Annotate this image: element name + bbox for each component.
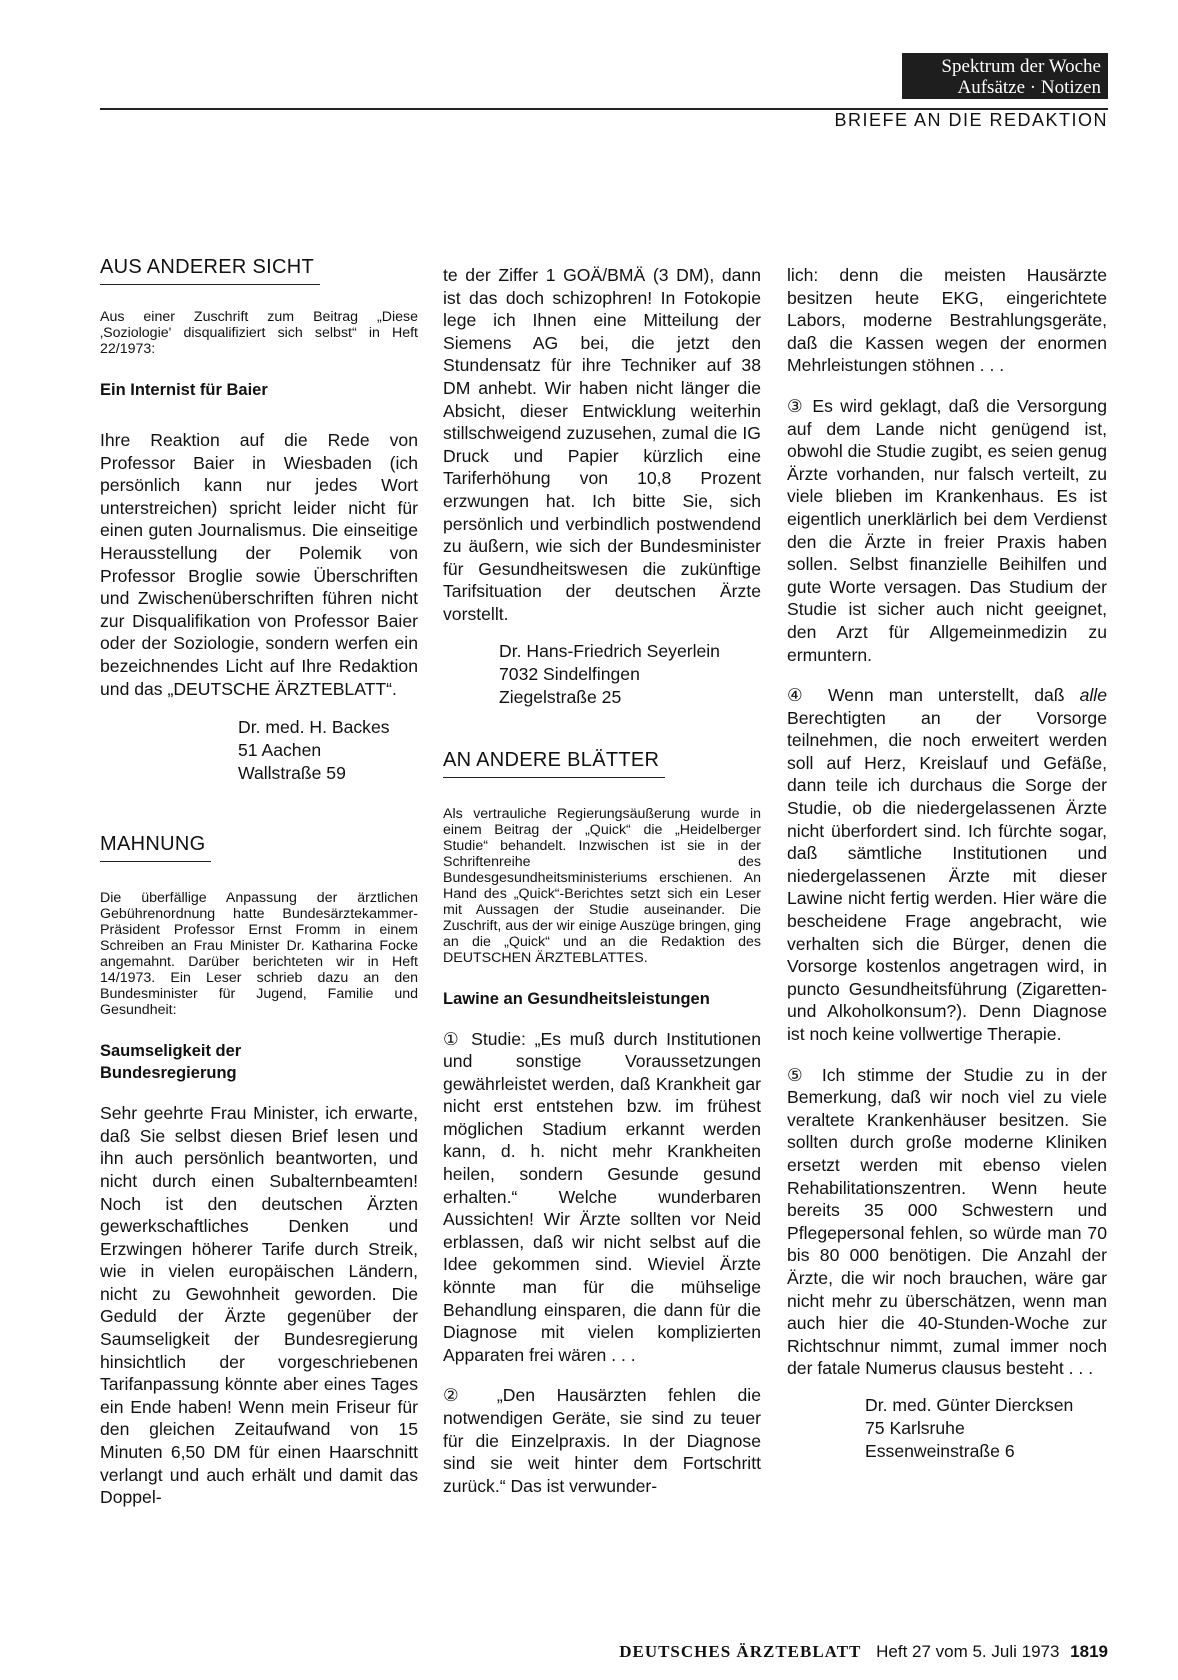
article-1-subhead: Ein Internist für Baier bbox=[100, 381, 268, 399]
column-3 bbox=[787, 260, 1107, 1463]
column-2 bbox=[443, 260, 761, 1497]
article-3-paragraph-5: ⑤ Ich stimme der Studie zu in der Bemerkung, daß wir noch viel zu viele veraltete Krankenhäuser besitzen. Sie sollten durch große moderne Kliniken ersetzt werden mit ebenso vielen Rehabilitationszentren. Wenn heute bereits 35 000 Schwestern und Pflegepersonal fehlen, so würde man 70 bis 80 000 benötigen. Die Anzahl der Ärzte, die wir noch brauchen, wäre gar nicht mehr zu überschätzen, wenn man auch hier die 40-Stunden-Woche zur Richtschnur nimmt, zumal immer noch der fatale Numerus clausus besteht . . . bbox=[787, 1064, 1107, 1379]
masthead-box bbox=[902, 53, 1108, 99]
article-1-heading: AUS ANDERER SICHT bbox=[100, 256, 320, 285]
article-3-paragraph-2a: ② „Den Hausärzten fehlen die notwendigen Geräte, sie sind zu teuer für die Einzelpraxis. In der Diagnose sind sie weit hinter dem Fortschritt zurück.“ Das ist verwunder- bbox=[443, 1385, 761, 1496]
article-1-intro: Aus einer Zuschrift zum Beitrag „Diese ‚Soziologie' disqualifiziert sich selbst“ in Heft 22/1973: bbox=[100, 309, 418, 357]
article-1-signature: Dr. med. H. Backes 51 Aachen Wallstraße 59 bbox=[238, 717, 390, 784]
footer-brand: DEUTSCHES ÄRZTEBLATT bbox=[619, 1642, 862, 1661]
column-1 bbox=[100, 256, 418, 1509]
article-3-intro: Als vertrauliche Regierungsäußerung wurde in einem Beitrag der „Quick“ die „Heidelberger Studie“ behandelt. Inzwischen ist sie in der Schriftenreihe des Bundesgesundheitsministeriums erschienen. An Hand des „Quick“-Berichtes setzt sich ein Leser mit Aussagen der Studie auseinander. Die Zuschrift, aus der wir einige Auszüge bringen, ging an die „Quick“ und an die Redaktion des DEUTSCHEN ÄRZTEBLATTES. bbox=[443, 805, 761, 966]
article-2-subhead: Saumseligkeit der Bundesregierung bbox=[100, 1042, 242, 1083]
article-2-intro: Die überfällige Anpassung der ärztlichen Gebührenordnung hatte Bundesärztekammer-Präsident Professor Ernst Fromm in einem Schreiben an Frau Minister Dr. Katharina Focke angemahnt. Darüber berichteten wir in Heft 14/1973. Ein Leser schrieb dazu an den Bundesminister für Jugend, Familie und Gesundheit: bbox=[100, 890, 418, 1019]
article-3-signature: Dr. med. Günter Diercksen 75 Karlsruhe Essenweinstraße 6 bbox=[865, 1394, 1074, 1461]
article-2-signature: Dr. Hans-Friedrich Seyerlein 7032 Sindelfingen Ziegelstraße 25 bbox=[499, 640, 720, 707]
paragraph-4-rest: Berechtigten an der Vorsorge teilnehmen, die noch erweitert werden soll auf Herz, Kreislauf und Gefäße, dann teile ich durchaus die Sorge der Studie, ob die niedergelassenen Ärzte nicht überfordert sind. Ich fürchte sogar, daß sämtliche Institutionen und niedergelassenen Ärzte mit dieser Lawine nicht fertig werden. Hier wäre die bescheidene Frage angebracht, wie verhalten sich die Bürger, denen die Vorsorge kostenlos angetragen wird, in puncto Gesundheitsführung (Zigaretten- und Alkoholkonsum?). Denn Diagnose ist noch keine vollwertige Therapie. bbox=[787, 707, 1107, 1044]
page-number: 1819 bbox=[1070, 1642, 1108, 1661]
paragraph-4-lead: ④ Wenn man unterstellt, daß bbox=[787, 685, 1080, 706]
article-3-paragraph-1: ① Studie: „Es muß durch Institutionen und sonstige Voraussetzungen gewährleistet werden, daß Krankheit gar nicht erst entstehen bzw. im frühest möglichen Stadium erkannt werden kann, d. h. nicht mehr Krankheiten heilen, sondern Gesunde gesund erhalten.“ Welche wunderbaren Aussichten! Wir Ärzte sollten vor Neid erblassen, daß wir nicht selbst auf die Idee gekommen sind. Wieviel Ärzte könnte man für die mühselige Behandlung einsparen, die dann für die Diagnose mit vielen komplizierten Apparaten frei wären . . . bbox=[443, 1028, 761, 1365]
article-3-paragraph-2b: lich: denn die meisten Hausärzte besitzen heute EKG, eingerichtete Labors, moderne Bestrahlungsgeräte, daß die Kassen wegen der enormen Mehrleistungen stöhnen . . . bbox=[787, 265, 1107, 376]
article-2-body-part-2: te der Ziffer 1 GOÄ/BMÄ (3 DM), dann ist das doch schizophren! In Fotokopie lege ich Ihnen eine Mitteilung der Siemens AG bei, die jetzt den Stundensatz für ihre Techniker auf 38 DM anhebt. Wir haben nicht länger die Absicht, dieser Entwicklung weiterhin stillschweigend zuzusehen, zumal die IG Druck und Papier kürzlich eine Tariferhöhung von 10,8 Prozent erzwungen hat. Ich bitte Sie, sich persönlich und verbindlich postwendend zu äußern, wie sich der Bundesminister für Gesundheitswesen die zukünftige Tarifsituation der deutschen Ärzte vorstellt. bbox=[443, 265, 761, 624]
page-footer bbox=[619, 1642, 1108, 1662]
section-title: BRIEFE AN DIE REDAKTION bbox=[834, 110, 1108, 130]
footer-issue: Heft 27 vom 5. Juli 1973 bbox=[876, 1642, 1060, 1661]
masthead-line-1: Spektrum der Woche bbox=[941, 56, 1101, 77]
paragraph-4-emphasis: alle bbox=[1079, 685, 1107, 706]
article-3-paragraph-3: ③ Es wird geklagt, daß die Versorgung auf dem Lande nicht genügend ist, obwohl die Studie zugibt, es seien genug Ärzte vorhanden, nur falsch verteilt, zu viele blieben im Krankenhaus. Es ist eigentlich unerklärlich bei dem Verdienst den die Ärzte in freier Praxis haben sollen. Selbst finanzielle Beihilfen und gute Worte versagen. Das Studium der Studie ist sicher auch nicht geeignet, den Arzt für Allgemeinmedizin zu ermuntern. bbox=[787, 395, 1107, 665]
article-3-heading: AN ANDERE BLÄTTER bbox=[443, 749, 665, 778]
article-3-paragraph-4 bbox=[787, 684, 1107, 1046]
article-2-heading: MAHNUNG bbox=[100, 833, 211, 862]
masthead-line-2: Aufsätze · Notizen bbox=[957, 77, 1101, 98]
article-1-body: Ihre Reaktion auf die Rede von Professor Baier in Wiesbaden (ich persönlich kann nur jedes Wort unterstreichen) spricht leider nicht für einen guten Journalismus. Die einseitige Herausstellung der Polemik von Professor Broglie sowie Überschriften und Zwischenüberschriften führen nicht zur Disqualifikation von Professor Baier oder der Soziologie, sondern werfen ein bezeichnendes Licht auf Ihre Redaktion und das „DEUTSCHE ÄRZTEBLATT“. bbox=[100, 430, 418, 699]
article-3-subhead: Lawine an Gesundheitsleistungen bbox=[443, 989, 710, 1008]
article-2-body-part-1: Sehr geehrte Frau Minister, ich erwarte, daß Sie selbst diesen Brief lesen und ihn auch persönlich beantworten, und nicht durch einen Subalternbeamten! Noch ist den deutschen Ärzten gewerkschaftliches Denken und Erzwingen höherer Tarife durch Streik, wie in vielen europäischen Ländern, nicht zu Gewohnheit geworden. Die Geduld der Ärzte gegenüber der Saumseligkeit der Bundesregierung hinsichtlich der vorgeschriebenen Tarifanpassung könnte aber eines Tages ein Ende haben! Wenn mein Friseur für den gleichen Zeitaufwand von 15 Minuten 6,50 DM für einen Haarschnitt verlangt und auch erhält und damit das Doppel- bbox=[100, 1103, 418, 1508]
